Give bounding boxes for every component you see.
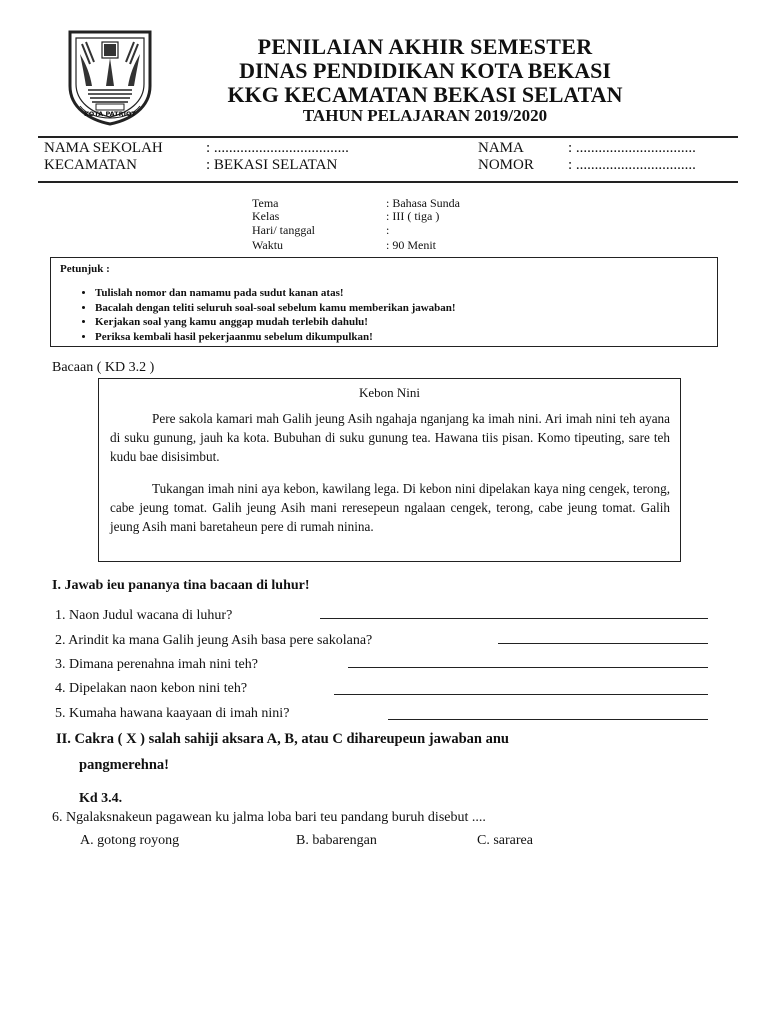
name-field[interactable]: : ................................	[568, 140, 696, 156]
instruction-item: • Kerjakan soal yang kamu anggap mudah terlebih dahulu!	[95, 315, 456, 330]
instruction-item: • Bacalah dengan teliti seluruh soal-soal sebelum kamu memberikan jawaban!	[95, 301, 456, 316]
kota-bekasi-logo	[56, 24, 164, 128]
school-field[interactable]: : ....................................	[206, 140, 349, 156]
question-5: 5. Kumaha hawana kaayaan di imah nini?	[55, 706, 290, 721]
answer-line-1[interactable]	[320, 618, 708, 619]
question-4: 4. Dipelakan naon kebon nini teh?	[55, 681, 248, 696]
kd-label: Kd 3.4.	[79, 791, 123, 806]
instruction-item: • Periksa kembali hasil pekerjaanmu sebelum dikumpulkan!	[95, 330, 456, 345]
question-6: 6. Ngalaksnakeun pagawean ku jalma loba bari teu pandang buruh disebut ....	[52, 810, 486, 825]
header-line1: PENILAIAN AKHIR SEMESTER	[257, 34, 593, 59]
option-b[interactable]: B. babarengan	[296, 833, 377, 848]
header-line2: DINAS PENDIDIKAN KOTA BEKASI	[239, 58, 611, 83]
district-value: : BEKASI SELATAN	[206, 157, 338, 173]
meta-label-theme: Tema	[252, 196, 279, 210]
answer-line-2[interactable]	[498, 643, 708, 644]
answer-line-3[interactable]	[348, 667, 708, 668]
reading-paragraph-1: Pere sakola kamari mah Galih jeung Asih ngahaja nganjang ka imah nini. Ari imah nini teh ayana di suku gunung, jauh ka kota. Bubuhan di suku gunung tea. Hawana tiis pisan. Komo tipeuting, sare teh kudu bae disisimbut.	[110, 411, 670, 464]
instructions-list	[77, 286, 456, 344]
reading-label: Bacaan ( KD 3.2 )	[52, 360, 155, 375]
district-label: KECAMATAN	[44, 157, 137, 173]
option-a[interactable]: A. gotong royong	[80, 833, 180, 848]
question-1: 1. Naon Judul wacana di luhur?	[55, 608, 233, 623]
logo-text: KOTA PATRIOT	[83, 110, 137, 118]
question-3: 3. Dimana perenahna imah nini teh?	[55, 657, 258, 672]
section2-title: II. Cakra ( X ) salah sahiji aksara A, B, atau C dihareupeun jawaban anu	[56, 731, 509, 747]
number-label: NOMOR	[478, 157, 534, 173]
section2-title-cont: pangmerehna!	[79, 757, 169, 773]
header-divider-top	[38, 136, 738, 138]
header-line4: TAHUN PELAJARAN 2019/2020	[302, 106, 548, 125]
reading-title: Kebon Nini	[358, 385, 421, 400]
answer-line-5[interactable]	[388, 719, 708, 720]
meta-value-class: : III ( tiga )	[386, 209, 440, 223]
meta-label-time: Waktu	[252, 238, 284, 252]
question-2: 2. Arindit ka mana Galih jeung Asih basa pere sakolana?	[55, 633, 373, 648]
instructions-title: Petunjuk :	[60, 263, 110, 275]
section1-title: I. Jawab ieu pananya tina bacaan di luhur!	[52, 578, 310, 593]
instruction-item: • Tulislah nomor dan namamu pada sudut kanan atas!	[95, 286, 456, 301]
header-line3: KKG KECAMATAN BEKASI SELATAN	[227, 82, 623, 107]
number-field[interactable]: : ................................	[568, 157, 696, 173]
answer-line-4[interactable]	[334, 694, 708, 695]
meta-value-theme: : Bahasa Sunda	[386, 196, 460, 210]
name-label: NAMA	[478, 140, 524, 156]
school-label: NAMA SEKOLAH	[44, 140, 163, 156]
meta-label-date: Hari/ tanggal	[252, 223, 315, 237]
reading-paragraph-2: Tukangan imah nini aya kebon, kawilang lega. Di kebon nini dipelakan kaya ning cengek, terong, cabe jeung tomat. Galih jeung Asih mani reresepeun ngalaan cengek, terong, cabe jeung tomat. Galih jeung Asih mani baretaheun pere di rumah ninina.	[110, 481, 670, 534]
instructions-box	[50, 257, 718, 347]
header-divider-bottom	[38, 181, 738, 183]
option-c[interactable]: C. sararea	[477, 833, 533, 848]
meta-value-time: : 90 Menit	[386, 238, 436, 252]
reading-box	[98, 378, 681, 562]
meta-label-class: Kelas	[252, 209, 280, 223]
meta-value-date[interactable]: :	[386, 223, 390, 237]
